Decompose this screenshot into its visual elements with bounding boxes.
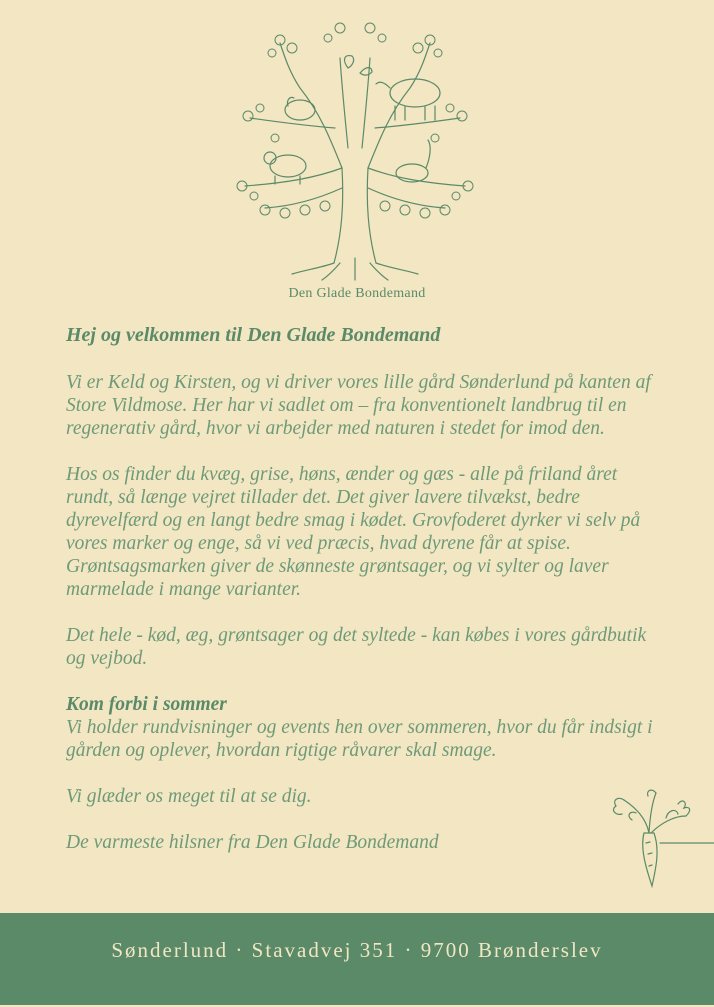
carrot-icon — [606, 788, 714, 888]
welcome-paragraph: Vi glæder os meget til at se dig. — [66, 786, 312, 807]
events-paragraph: Vi holder rundvisninger og events hen over sommeren, hvor du får indsigt i gården og oplever, hvordan rigtige råvarer skal smage. — [66, 717, 653, 761]
brand-name: Den Glade Bondemand — [288, 286, 426, 301]
intro-paragraph: Vi er Keld og Kirsten, og vi driver vores lille gård Sønderlund på kanten af Store Vildmose. Her har vi sadlet om – fra konventionelt landbrug til en regenerativ gård, hvor vi arbejder med naturen i stedet for imod den. — [66, 372, 651, 439]
shop-paragraph: Det hele - kød, æg, grøntsager og det syltede - kan købes i vores gårdbutik og vejbod. — [66, 625, 647, 669]
closing-paragraph: De varmeste hilsner fra Den Glade Bondemand — [66, 832, 439, 853]
summer-heading: Kom forbi i sommer — [66, 694, 227, 715]
letter-content — [66, 322, 666, 877]
welcome-heading: Hej og velkommen til Den Glade Bondemand — [66, 324, 441, 346]
footer-address: Sønderlund · Stavadvej 351 · 9700 Brønderslev — [111, 938, 603, 962]
tree-with-farm-animals-icon — [230, 18, 480, 283]
animals-paragraph: Hos os finder du kvæg, grise, høns, ænder og gæs - alle på friland året rundt, så længe vejret tillader det. Det giver lavere tilvækst, bedre dyrevelfærd og en langt bedre smag i kødet. Grovfoderet dyrker vi selv på vores marker og enge, så vi ved præcis, hvad dyrene får at spise. Grøntsagsmarken giver de skønneste grøntsager, og vi sylter og laver marmelade i mange varianter. — [66, 464, 641, 600]
